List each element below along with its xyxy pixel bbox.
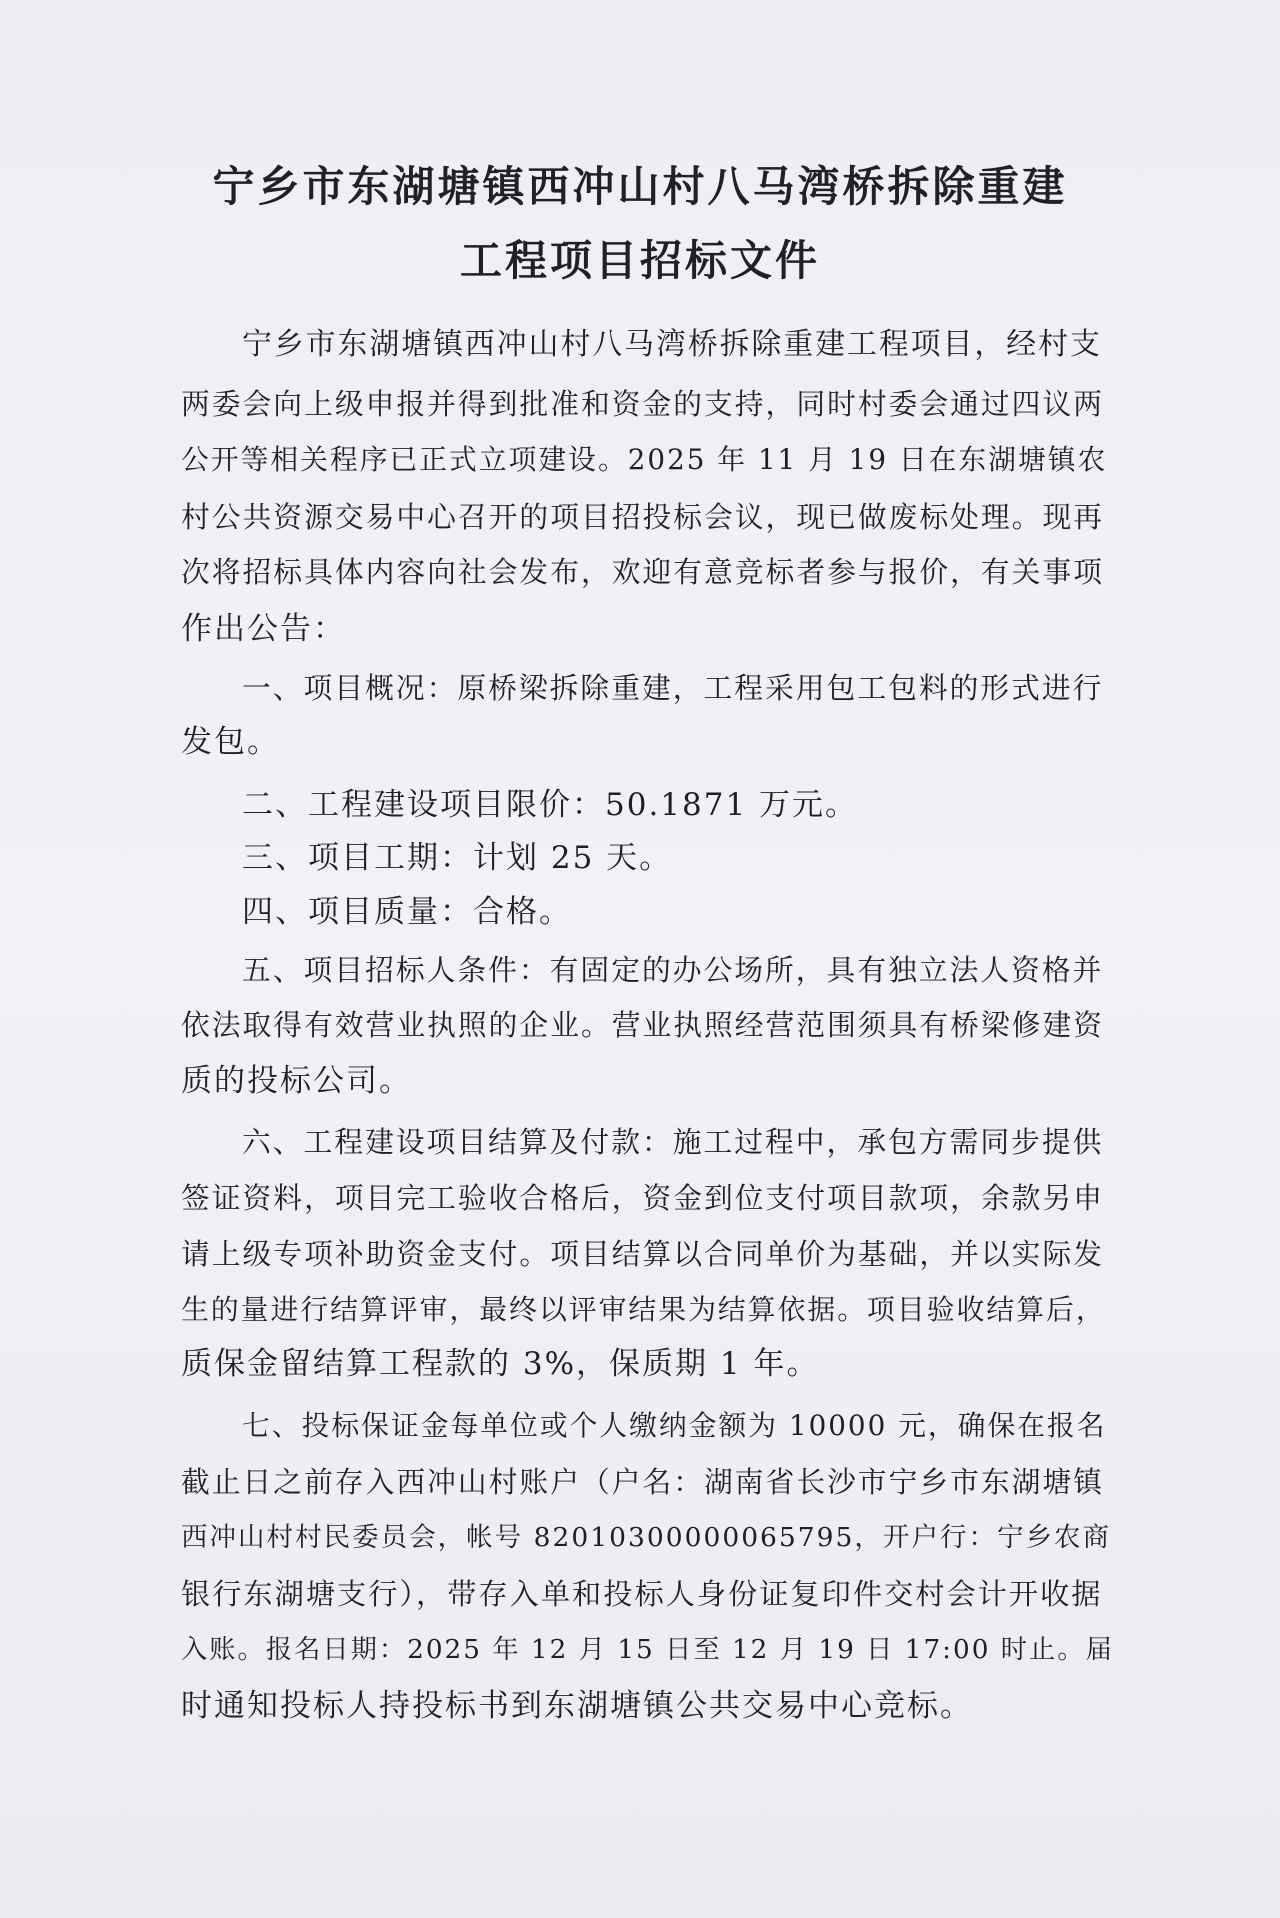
- section-7-line: 截止日之前存入西冲山村账户（户名：湖南省长沙市宁乡市东湖塘镇: [181, 1465, 1104, 1499]
- section-3-line: 三、项目工期：计划 25 天。: [242, 840, 673, 876]
- section-7-line: 西冲山村村民委员会，帐号 82010300000065795，开户行：宁乡农商: [181, 1522, 1112, 1553]
- section-4-line: 四、项目质量：合格。: [242, 894, 572, 930]
- section-1-line: 发包。: [181, 724, 280, 760]
- section-6-line: 六、工程建设项目结算及付款：施工过程中，承包方需同步提供: [242, 1125, 1104, 1159]
- section-1-line: 一、项目概况：原桥梁拆除重建，工程采用包工包料的形式进行: [242, 671, 1104, 705]
- document-title-line-2: 工程项目招标文件: [459, 236, 820, 285]
- section-7-line: 银行东湖塘支行），带存入单和投标人身份证复印件交村会计开收据: [181, 1577, 1103, 1611]
- section-7-line: 时通知投标人持投标书到东湖塘镇公共交易中心竞标。: [181, 1688, 973, 1724]
- intro-paragraph-line: 公开等相关程序已正式立项建设。2025 年 11 月 19 日在东湖塘镇农: [181, 443, 1108, 476]
- document-title-line-1: 宁乡市东湖塘镇西冲山村八马湾桥拆除重建: [212, 162, 1068, 211]
- intro-paragraph-line: 次将招标具体内容向社会发布，欢迎有意竞标者参与报价，有关事项: [181, 555, 1104, 589]
- section-7-line: 七、投标保证金每单位或个人缴纳金额为 10000 元，确保在报名: [242, 1409, 1107, 1442]
- section-6-line: 请上级专项补助资金支付。项目结算以合同单价为基础，并以实际发: [181, 1237, 1104, 1271]
- section-6-line: 质保金留结算工程款的 3%，保质期 1 年。: [181, 1346, 820, 1382]
- intro-paragraph-line: 两委会向上级申报并得到批准和资金的支持，同时村委会通过四议两: [181, 387, 1104, 421]
- section-2-line: 二、工程建设项目限价：50.1871 万元。: [242, 787, 859, 823]
- intro-paragraph-line: 作出公告：: [181, 611, 346, 647]
- section-5-line: 质的投标公司。: [181, 1063, 412, 1099]
- section-5-line: 依法取得有效营业执照的企业。营业执照经营范围须具有桥梁修建资: [181, 1008, 1104, 1042]
- section-7-line: 入账。报名日期：2025 年 12 月 15 日至 12 月 19 日 17:00 时止。届: [181, 1635, 1114, 1665]
- intro-paragraph-line: 宁乡市东湖塘镇西冲山村八马湾桥拆除重建工程项目，经村支: [242, 327, 1102, 362]
- intro-paragraph-line: 村公共资源交易中心召开的项目招投标会议，现已做废标处理。现再: [181, 500, 1104, 534]
- section-6-line: 生的量进行结算评审，最终以评审结果为结算依据。项目验收结算后，: [181, 1293, 1106, 1326]
- section-6-line: 签证资料，项目完工验收合格后，资金到位支付项目款项，余款另申: [181, 1181, 1104, 1215]
- section-5-line: 五、项目招标人条件：有固定的办公场所，具有独立法人资格并: [242, 953, 1104, 987]
